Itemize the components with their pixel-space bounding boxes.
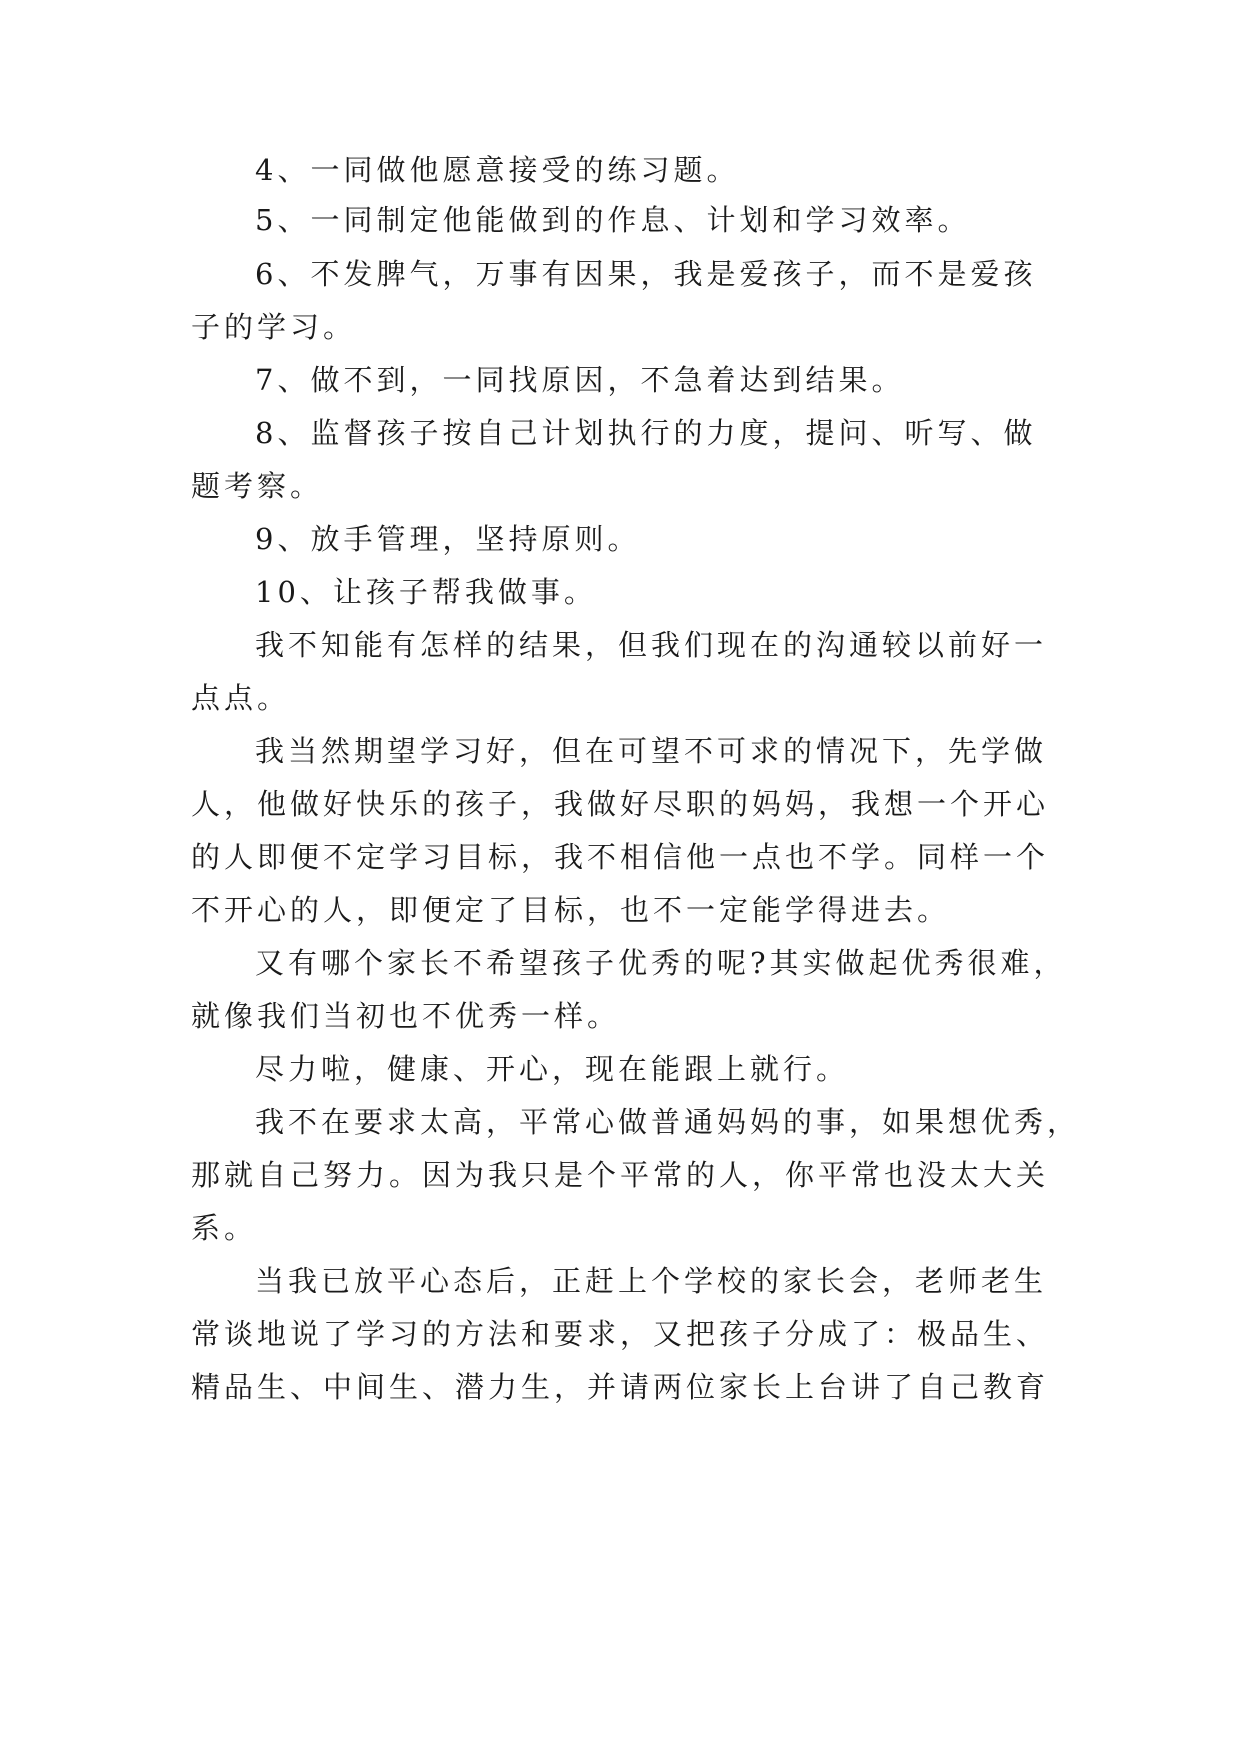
list-item-5: 5、一同制定他能做到的作息、计划和学习效率。 — [255, 203, 971, 237]
paragraph-line: 当我已放平心态后，正赶上个学校的家长会，老师老生 — [255, 1264, 1048, 1298]
paragraph-line: 我不知能有怎样的结果，但我们现在的沟通较以前好一 — [255, 628, 1048, 662]
paragraph-line: 尽力啦，健康、开心，现在能跟上就行。 — [255, 1052, 850, 1086]
paragraph-line: 点点。 — [191, 681, 291, 715]
list-item-4: 4、一同做他愿意接受的练习题。 — [255, 153, 740, 187]
list-item-6: 6、不发脾气，万事有因果，我是爱孩子，而不是爱孩 — [255, 257, 1037, 291]
list-item-8: 8、监督孩子按自己计划执行的力度，提问、听写、做 — [255, 416, 1037, 450]
paragraph-line: 精品生、中间生、潜力生，并请两位家长上台讲了自己教育 — [191, 1370, 1050, 1404]
list-item-7: 7、做不到，一同找原因，不急着达到结果。 — [255, 363, 905, 397]
paragraph-line: 不开心的人，即便定了目标，也不一定能学得进去。 — [191, 893, 951, 927]
list-item-6-cont: 子的学习。 — [191, 310, 357, 344]
paragraph-line: 我当然期望学习好，但在可望不可求的情况下，先学做 — [255, 734, 1048, 768]
paragraph-line: 的人即便不定学习目标，我不相信他一点也不学。同样一个 — [191, 840, 1050, 874]
paragraph-line: 人，他做好快乐的孩子，我做好尽职的妈妈，我想一个开心 — [191, 787, 1050, 821]
paragraph-line: 我不在要求太高，平常心做普通妈妈的事，如果想优秀， — [255, 1105, 1081, 1139]
paragraph-line: 常谈地说了学习的方法和要求，又把孩子分成了：极品生、 — [191, 1317, 1050, 1351]
paragraph-line: 那就自己努力。因为我只是个平常的人，你平常也没太大关 — [191, 1158, 1050, 1192]
paragraph-line: 又有哪个家长不希望孩子优秀的呢?其实做起优秀很难， — [255, 946, 1067, 980]
list-item-10: 10、让孩子帮我做事。 — [255, 575, 597, 609]
paragraph-line: 就像我们当初也不优秀一样。 — [191, 999, 621, 1033]
list-item-8-cont: 题考察。 — [191, 469, 324, 503]
paragraph-line: 系。 — [191, 1211, 258, 1245]
list-item-9: 9、放手管理，坚持原则。 — [255, 522, 641, 556]
